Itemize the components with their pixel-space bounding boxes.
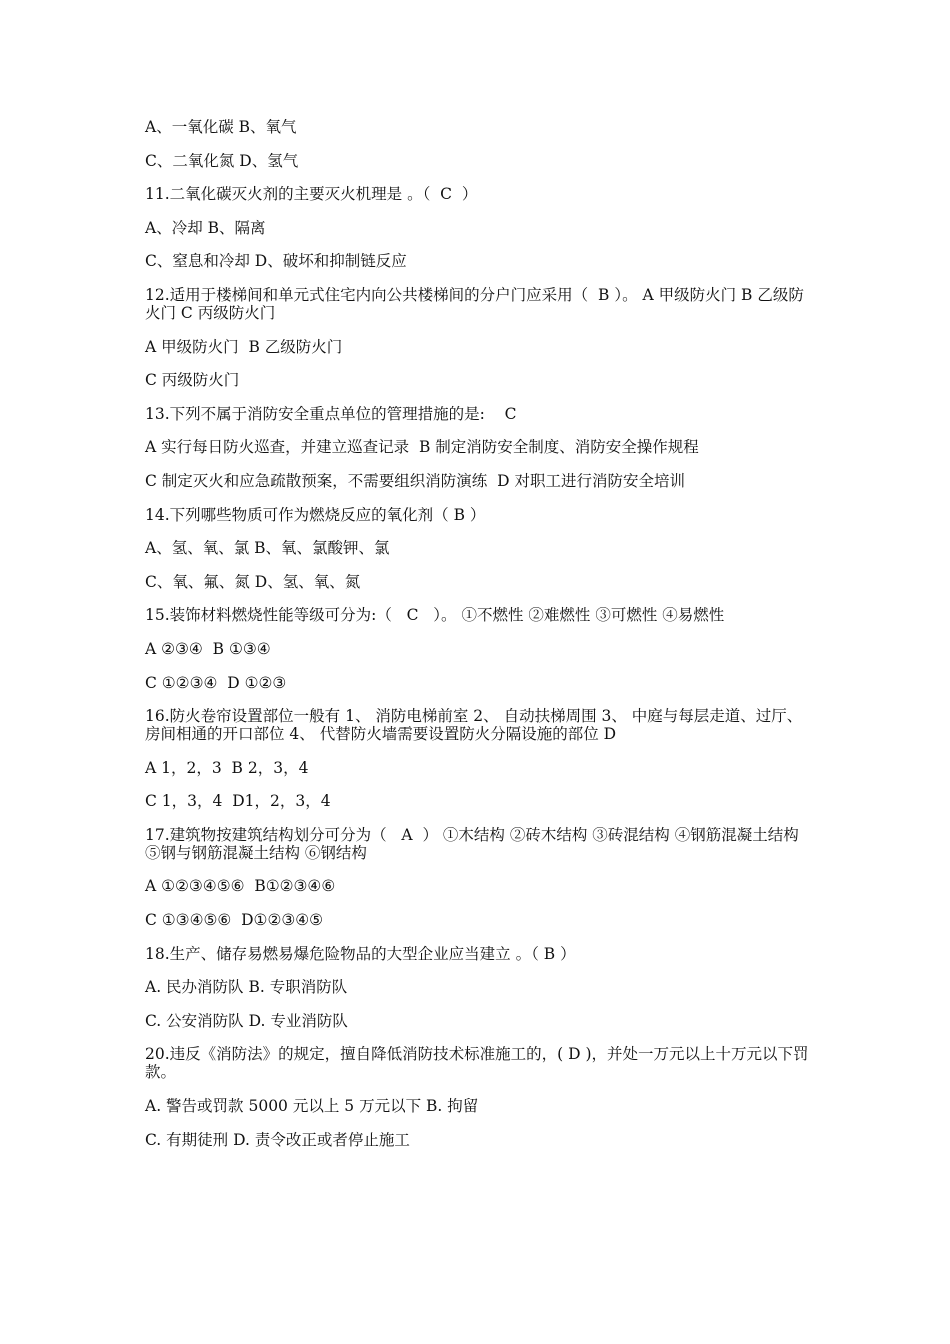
question-line: 16.防火卷帘设置部位一般有 1、 消防电梯前室 2、 自动扶梯周围 3、 中庭与每层走道、过厅、房间相通的开口部位 4、 代替防火墙需要设置防火分隔设施的部位 D — [145, 707, 803, 744]
question-line: 12.适用于楼梯间和单元式住宅内向公共楼梯间的分户门应采用（ B ）。 A 甲级防火门 B 乙级防火门 C 丙级防火门 — [145, 285, 804, 322]
option-line: C、窒息和冷却 D、破坏和抑制链反应 — [145, 252, 407, 271]
question-line: 17.建筑物按建筑结构划分可分为（ A ） ①木结构 ②砖木结构 ③砖混结构 ④钢筋混凝土结构 ⑤钢与钢筋混凝土结构 ⑥钢结构 — [145, 825, 804, 862]
option-line: C、二氧化氮 D、氢气 — [145, 151, 299, 170]
option-line: A 1，2，3 B 2，3，4 — [145, 758, 309, 777]
question-line: 18.生产、储存易燃易爆危险物品的大型企业应当建立 。（ B ） — [145, 944, 576, 963]
option-line: A. 民办消防队 B. 专职消防队 — [145, 978, 348, 997]
question-line: 15.装饰材料燃烧性能等级可分为:（ C ）。 ①不燃性 ②难燃性 ③可燃性 ④易燃性 — [145, 606, 725, 625]
option-line: C. 公安消防队 D. 专业消防队 — [145, 1011, 348, 1030]
option-line: C 制定灭火和应急疏散预案，不需要组织消防演练 D 对职工进行消防安全培训 — [145, 471, 685, 490]
option-line: C 丙级防火门 — [145, 371, 240, 390]
option-line: A、一氧化碳 B、氧气 — [145, 118, 297, 136]
document-page — [145, 118, 810, 1164]
option-line: A ②③④ B ①③④ — [145, 639, 271, 658]
option-line: A、冷却 B、隔离 — [145, 218, 266, 237]
option-line: A 实行每日防火巡查，并建立巡查记录 B 制定消防安全制度、消防安全操作规程 — [145, 438, 699, 457]
option-line: C. 有期徒刑 D. 责令改正或者停止施工 — [145, 1130, 410, 1149]
question-line: 14.下列哪些物质可作为燃烧反应的氧化剂（ B ） — [145, 505, 486, 524]
option-line: C ①②③④ D ①②③ — [145, 673, 287, 692]
option-line: C 1，3，4 D1，2，3，4 — [145, 792, 331, 811]
option-line: C ①③④⑤⑥ D①②③④⑤ — [145, 911, 324, 930]
option-line: A、氢、氧、氯 B、氧、氯酸钾、氯 — [145, 539, 390, 558]
option-line: A 甲级防火门 B 乙级防火门 — [145, 337, 343, 356]
question-line: 11.二氧化碳灭火剂的主要灭火机理是 。（ C ） — [145, 185, 478, 204]
question-line: 13.下列不属于消防安全重点单位的管理措施的是: C — [145, 404, 517, 423]
option-line: C、氧、氟、氮 D、氢、氧、氮 — [145, 572, 361, 591]
question-line: 20.违反《消防法》的规定，擅自降低消防技术标准施工的，( D )，并处一万元以上十万元以下罚款。 — [145, 1045, 809, 1082]
option-line: A ①②③④⑤⑥ B①②③④⑥ — [145, 877, 336, 896]
option-line: A. 警告或罚款 5000 元以上 5 万元以下 B. 拘留 — [145, 1097, 479, 1116]
